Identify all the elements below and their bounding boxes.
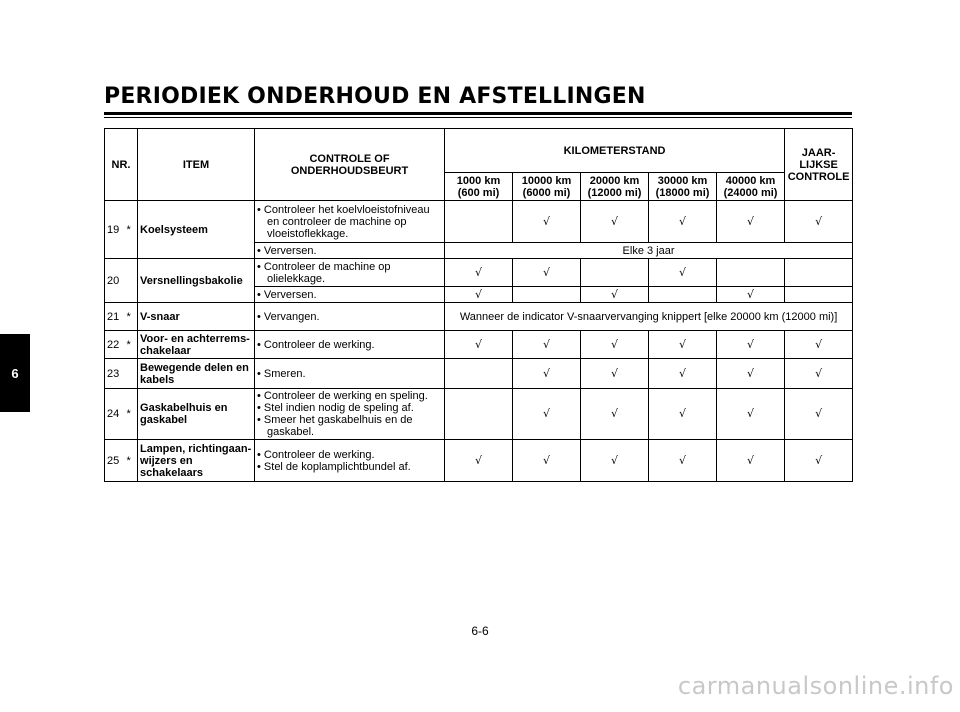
table-row	[105, 331, 853, 359]
table-row	[105, 359, 853, 389]
header-interval: 40000 km (24000 mi)	[717, 173, 785, 201]
page-number: 6-6	[471, 624, 489, 638]
task-description	[255, 359, 445, 389]
interval-cell	[785, 259, 853, 287]
table-row	[105, 259, 853, 287]
header-interval: 1000 km (600 mi)	[445, 173, 513, 201]
check-mark: √	[513, 259, 581, 287]
task-description	[255, 389, 445, 440]
check-mark: √	[649, 359, 717, 389]
inspection-star: *	[127, 201, 138, 259]
task-line: • Controleer de machine op olielekkage.	[257, 260, 391, 285]
task-line: • Stel de koplamplichtbundel af.	[257, 460, 411, 473]
check-mark: √	[717, 440, 785, 482]
table-row	[105, 440, 853, 482]
inspection-star: *	[127, 389, 138, 440]
task-description	[255, 201, 445, 243]
interval-cell	[581, 259, 649, 287]
task-line: • Controleer de werking.	[257, 338, 375, 351]
table-body	[105, 201, 853, 482]
row-number: 25	[105, 440, 127, 482]
item-name: Koelsysteem	[138, 201, 255, 259]
header-nr: NR.	[105, 129, 138, 201]
task-line: • Verversen.	[257, 244, 317, 257]
check-mark: √	[717, 331, 785, 359]
check-mark: √	[785, 331, 853, 359]
header-interval: 10000 km (6000 mi)	[513, 173, 581, 201]
check-mark: √	[785, 389, 853, 440]
table-row	[105, 201, 853, 243]
maintenance-table	[104, 128, 853, 482]
item-name: Gaskabelhuis en gaskabel	[138, 389, 255, 440]
check-mark: √	[581, 440, 649, 482]
chapter-tab[interactable]: 6	[0, 334, 30, 412]
check-mark: √	[717, 359, 785, 389]
row-number: 21	[105, 303, 127, 331]
inspection-star: *	[127, 440, 138, 482]
interval-cell	[717, 259, 785, 287]
check-mark: √	[513, 359, 581, 389]
row-number: 23	[105, 359, 127, 389]
row-number: 24	[105, 389, 127, 440]
watermark: carmanualsonline.info	[677, 672, 954, 700]
check-mark: √	[513, 440, 581, 482]
task-line: • Smeer het gaskabelhuis en de gaskabel.	[257, 414, 413, 438]
row-number: 20	[105, 259, 127, 303]
check-mark: √	[717, 201, 785, 243]
task-line: • Controleer de werking en speling.	[257, 390, 428, 402]
interval-cell	[513, 287, 581, 303]
title-rule-thin	[104, 117, 852, 118]
check-mark: √	[445, 259, 513, 287]
check-mark: √	[445, 331, 513, 359]
check-mark: √	[785, 201, 853, 243]
header-interval: 20000 km (12000 mi)	[581, 173, 649, 201]
check-mark: √	[581, 359, 649, 389]
check-mark: √	[649, 440, 717, 482]
check-mark: √	[717, 287, 785, 303]
check-mark: √	[445, 287, 513, 303]
task-line: • Vervangen.	[257, 310, 320, 323]
task-line: • Controleer de werking.	[257, 448, 375, 461]
check-mark: √	[445, 440, 513, 482]
table-row	[105, 389, 853, 440]
task-description	[255, 440, 445, 482]
inspection-star	[127, 259, 138, 303]
check-mark: √	[785, 440, 853, 482]
inspection-star: *	[127, 303, 138, 331]
item-name: V-snaar	[138, 303, 255, 331]
interval-note: Elke 3 jaar	[445, 243, 853, 259]
task-description	[255, 259, 445, 287]
task-line: • Controleer het koelvloeistofniveau en controleer de machine op vloeistoflekkage.	[257, 203, 430, 240]
interval-cell	[649, 287, 717, 303]
check-mark: √	[513, 331, 581, 359]
interval-cell	[445, 359, 513, 389]
check-mark: √	[649, 201, 717, 243]
check-mark: √	[785, 359, 853, 389]
check-mark: √	[649, 259, 717, 287]
check-mark: √	[649, 389, 717, 440]
check-mark: √	[581, 201, 649, 243]
interval-note: Wanneer de indicator V-snaarvervanging knippert [elke 20000 km (12000 mi)]	[445, 303, 853, 331]
task-line: • Smeren.	[257, 367, 306, 380]
table-row	[105, 303, 853, 331]
header-odometer: KILOMETERSTAND	[445, 129, 785, 173]
task-description	[255, 331, 445, 359]
item-name: Voor- en achterrems-chakelaar	[138, 331, 255, 359]
check-mark: √	[581, 287, 649, 303]
task-description	[255, 303, 445, 331]
inspection-star: *	[127, 331, 138, 359]
interval-cell	[445, 389, 513, 440]
header-check: CONTROLE OF ONDERHOUDSBEURT	[255, 129, 445, 201]
check-mark: √	[649, 331, 717, 359]
task-line: • Stel indien nodig de speling af.	[257, 402, 414, 414]
check-mark: √	[581, 389, 649, 440]
row-number: 19	[105, 201, 127, 259]
item-name: Versnellingsbakolie	[138, 259, 255, 303]
item-name: Bewegende delen en kabels	[138, 359, 255, 389]
check-mark: √	[513, 201, 581, 243]
interval-cell	[785, 287, 853, 303]
check-mark: √	[513, 389, 581, 440]
row-number: 22	[105, 331, 127, 359]
page-title: PERIODIEK ONDERHOUD EN AFSTELLINGEN	[104, 84, 646, 109]
inspection-star	[127, 359, 138, 389]
interval-cell	[445, 201, 513, 243]
header-annual: JAAR- LIJKSE CONTROLE	[785, 129, 853, 201]
check-mark: √	[717, 389, 785, 440]
header-item: ITEM	[138, 129, 255, 201]
check-mark: √	[581, 331, 649, 359]
title-rule	[104, 112, 852, 115]
table-header	[105, 129, 853, 201]
task-description	[255, 287, 445, 303]
item-name: Lampen, richtingaan-wijzers en schakelaars	[138, 440, 255, 482]
task-description	[255, 243, 445, 259]
header-interval: 30000 km (18000 mi)	[649, 173, 717, 201]
task-line: • Verversen.	[257, 288, 317, 301]
